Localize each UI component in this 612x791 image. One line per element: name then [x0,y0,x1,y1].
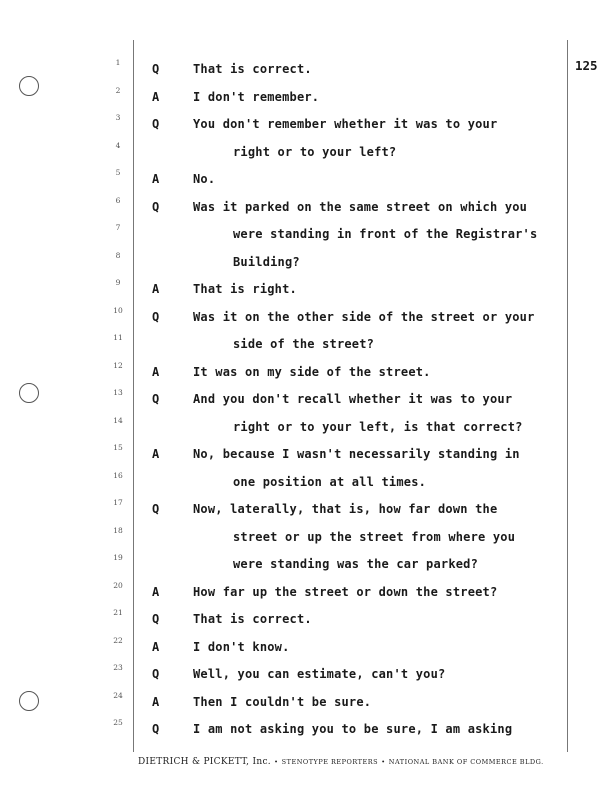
line-text: I don't remember. [193,89,320,104]
line-number: 19 [113,553,123,562]
transcript-line [0,337,612,357]
transcript-line [0,200,612,220]
footer [138,757,544,767]
line-text: Now, laterally, that is, how far down the [193,502,498,516]
footer-service: STENOTYPE REPORTERS [281,758,379,766]
line-text: were standing was the car parked? [233,557,479,571]
line-text: No. [193,172,216,186]
footer-separator: • [274,758,279,766]
line-text: How far up the street or down the street? [193,584,498,599]
line-number: 20 [113,580,123,590]
line-text: It was on my side of the street. [193,364,431,379]
speaker-label: Q [152,392,160,406]
line-number: 13 [113,388,123,397]
transcript-line [0,722,612,742]
transcript-line [0,90,612,110]
line-number: 10 [113,305,123,315]
line-text: And you don't recall whether it was to your [193,392,513,406]
line-text: Then I couldn't be sure. [193,694,372,709]
line-number: 17 [113,498,123,507]
speaker-label: Q [152,117,160,131]
page-number: 125 [575,58,598,73]
line-text: right or to your left, is that correct? [233,419,523,434]
transcript-line [0,420,612,440]
line-text: Was it on the other side of the street or your [193,309,535,324]
speaker-label: A [152,584,160,599]
transcript-line [0,447,612,467]
line-text: right or to your left? [233,144,397,159]
line-number: 8 [115,250,121,260]
line-number: 11 [113,333,123,342]
line-text: Well, you can estimate, can't you? [193,667,446,681]
line-number: 22 [113,635,123,645]
transcript-line [0,530,612,550]
transcript-line [0,117,612,137]
line-number: 4 [115,140,121,150]
speaker-label: A [152,282,160,296]
transcript-line [0,172,612,192]
transcript-line [0,557,612,577]
transcript-line [0,612,612,632]
line-text: Was it parked on the same street on which you [193,199,528,214]
footer-separator: • [381,758,386,766]
line-text: I am not asking you to be sure, I am asking [193,722,513,736]
line-text: street or up the street from where you [233,529,516,544]
line-number: 18 [113,525,123,535]
transcript-line [0,310,612,330]
line-text: You don't remember whether it was to your [193,117,498,131]
transcript-line [0,502,612,522]
line-number: 2 [115,85,121,95]
speaker-label: A [152,694,160,709]
speaker-label: Q [152,722,160,736]
line-number: 1 [115,58,121,67]
line-number: 25 [113,718,123,727]
transcript-line [0,475,612,495]
transcript-line [0,62,612,82]
transcript-line [0,145,612,165]
transcript-line [0,227,612,247]
line-number: 7 [115,223,121,232]
line-text: one position at all times. [233,474,427,489]
line-text: That is correct. [193,62,312,76]
line-text: That is correct. [193,612,312,626]
speaker-label: A [152,364,160,379]
speaker-label: A [152,172,160,186]
line-text: were standing in front of the Registrar's [233,227,538,241]
transcript-line [0,392,612,412]
line-number: 6 [115,195,121,205]
line-number: 3 [115,113,121,122]
line-number: 16 [113,470,123,480]
line-text: Building? [233,254,300,269]
speaker-label: A [152,447,160,461]
line-number: 5 [115,168,121,177]
line-number: 12 [113,360,123,370]
line-text: side of the street? [233,337,375,351]
transcript-line [0,365,612,385]
transcript-line [0,695,612,715]
transcript-line [0,667,612,687]
speaker-label: Q [152,667,160,681]
transcript-line [0,255,612,275]
line-number: 23 [113,663,123,672]
line-number: 9 [115,278,121,287]
speaker-label: Q [152,62,160,76]
speaker-label: Q [152,612,160,626]
transcript-line [0,640,612,660]
line-number: 15 [113,443,123,452]
speaker-label: A [152,639,160,654]
line-text: That is right. [193,282,297,296]
footer-company: DIETRICH & PICKETT, Inc. [138,757,271,767]
speaker-label: Q [152,199,160,214]
line-number: 21 [113,608,123,617]
line-text: No, because I wasn't necessarily standing in [193,447,520,461]
footer-address: NATIONAL BANK OF COMMERCE BLDG. [388,758,544,766]
line-text: I don't know. [193,639,290,654]
speaker-label: Q [152,502,160,516]
speaker-label: Q [152,309,160,324]
transcript-line [0,282,612,302]
speaker-label: A [152,89,160,104]
line-number: 24 [113,690,123,700]
transcript-line [0,585,612,605]
line-number: 14 [113,415,123,425]
